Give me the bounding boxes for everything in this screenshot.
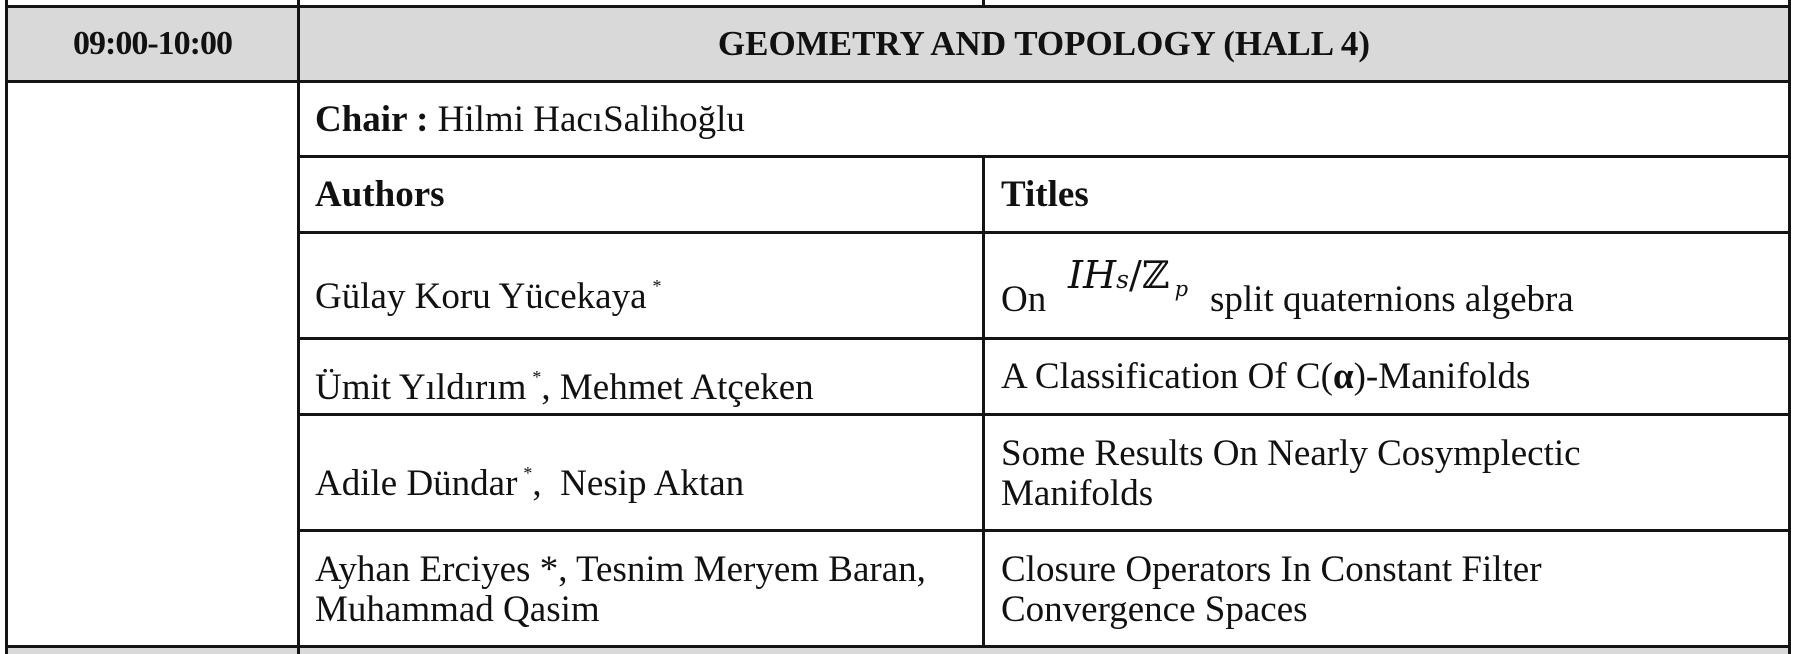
row4-authors-line1: Ayhan Erciyes *, Tesnim Meryem Baran,	[315, 549, 926, 590]
rule-top	[5, 5, 1791, 8]
title-alpha: α	[1332, 356, 1354, 397]
formula-z: ℤ	[1141, 253, 1170, 297]
presenter-mark: *	[652, 276, 662, 296]
presenter-mark: *	[532, 367, 542, 387]
session-title: GEOMETRY AND TOPOLOGY (HALL 4)	[717, 24, 1371, 63]
rule-row1-bottom	[298, 337, 1791, 340]
next-session-band	[5, 648, 1791, 654]
row4-title-line2: Convergence Spaces	[1001, 589, 1308, 630]
co-authors: , Mehmet Atçeken	[541, 367, 814, 408]
row3-title-line1: Some Results On Nearly Cosymplectic	[1001, 433, 1581, 474]
row1-title	[1001, 280, 1046, 320]
rule-row3-bottom	[298, 529, 1791, 532]
rule-left	[5, 0, 8, 654]
rule-authors-titles-top	[982, 0, 985, 8]
chair-name: Hilmi HacıSalihoğlu	[437, 99, 745, 140]
presenter-mark: *	[523, 463, 533, 483]
rule-time-col	[297, 0, 300, 654]
title-prefix: On	[1001, 279, 1047, 320]
column-header-authors: Authors	[315, 174, 445, 215]
session-time: 09:00-10:00	[73, 25, 232, 62]
row1-title-formula	[1068, 255, 1188, 309]
rule-row4-bottom	[5, 645, 1791, 648]
rule-chair-bottom	[298, 155, 1791, 158]
formula-s: s	[1116, 265, 1129, 294]
presenter-name: Ümit Yıldırım	[315, 367, 527, 408]
rule-authors-titles	[982, 155, 985, 647]
chair-line	[315, 100, 745, 140]
row2-title	[1001, 357, 1530, 397]
row1-authors	[315, 266, 662, 317]
formula-p: p	[1174, 277, 1189, 301]
column-header-titles: Titles	[1001, 174, 1089, 215]
title-part-a: A Classification Of C(	[1001, 356, 1333, 397]
row3-title-line2: Manifolds	[1001, 473, 1154, 514]
rule-row2-bottom	[298, 413, 1791, 416]
row4-authors-line2: Muhammad Qasim	[315, 589, 600, 630]
rule-colheads-bottom	[298, 231, 1791, 234]
row4-title-line1: Closure Operators In Constant Filter	[1001, 549, 1542, 590]
row3-authors	[315, 453, 744, 504]
formula-slash: /	[1129, 253, 1142, 297]
formula-ih: IH	[1068, 253, 1117, 297]
title-part-b: )-Manifolds	[1353, 356, 1531, 397]
co-authors: , Nesip Aktan	[532, 463, 745, 504]
chair-label: Chair :	[315, 99, 429, 140]
row2-authors	[315, 357, 814, 408]
presenter-name: Adile Dündar	[315, 463, 518, 504]
rule-right	[1788, 0, 1791, 654]
row1-title-rest: split quaternions algebra	[1210, 279, 1574, 320]
rule-header-bottom	[5, 80, 1791, 83]
author-name: Gülay Koru Yücekaya	[315, 276, 647, 317]
